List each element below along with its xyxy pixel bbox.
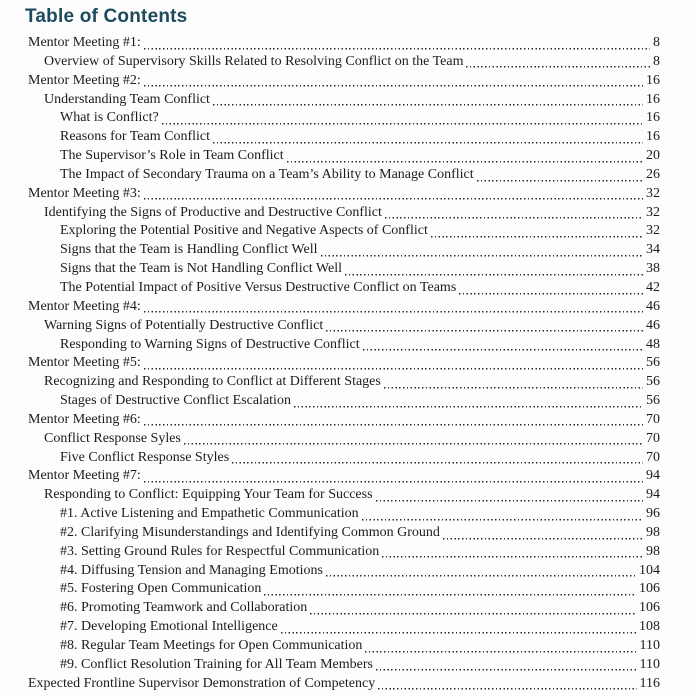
toc-entry[interactable] <box>28 148 660 167</box>
toc-page-number: 20 <box>646 148 660 164</box>
toc-entry[interactable] <box>28 676 660 695</box>
toc-entry-label: #3. Setting Ground Rules for Respectful Communication <box>60 543 380 559</box>
toc-leader-dots <box>477 167 643 186</box>
toc-page-number: 46 <box>646 298 660 314</box>
toc-leader-dots <box>184 431 643 450</box>
toc-entry-label: Identifying the Signs of Productive and Destructive Conflict <box>44 204 382 220</box>
toc-page-number: 38 <box>646 261 660 277</box>
toc-entry-label: Reasons for Team Conflict <box>60 129 211 145</box>
toc-leader-dots <box>363 337 643 356</box>
toc-leader-dots <box>281 619 636 638</box>
toc-entry[interactable] <box>28 35 660 54</box>
toc-entry-label: What is Conflict? <box>60 110 159 126</box>
toc-page-number: 32 <box>646 204 660 220</box>
toc-entry-label: #6. Promoting Teamwork and Collaboration <box>60 600 308 616</box>
toc-entry[interactable] <box>28 280 660 299</box>
page-title: Table of Contents <box>25 6 188 27</box>
toc-entry[interactable] <box>28 73 660 92</box>
toc-entry[interactable] <box>28 374 660 393</box>
toc-entry-label: Mentor Meeting #1: <box>28 35 141 50</box>
toc-entry[interactable] <box>28 129 660 148</box>
toc-entry-label: The Impact of Secondary Trauma on a Team’s Ability to Manage Conflict <box>60 166 474 182</box>
toc-entry-label: Mentor Meeting #6: <box>28 411 141 427</box>
toc-entry-label: The Supervisor’s Role in Team Conflict <box>60 148 284 164</box>
toc-page-number: 46 <box>646 317 660 333</box>
toc-leader-dots <box>144 35 650 54</box>
toc-page-number: 70 <box>646 449 660 465</box>
toc-page-number: 16 <box>646 110 660 126</box>
toc-page-number: 110 <box>639 656 660 672</box>
toc-leader-dots <box>213 92 643 111</box>
toc-entry[interactable] <box>28 431 660 450</box>
toc-page-number: 98 <box>646 524 660 540</box>
toc-entry[interactable] <box>28 487 660 506</box>
toc-leader-dots <box>162 110 643 129</box>
toc-page-number: 106 <box>639 581 660 597</box>
toc-page-number: 8 <box>653 53 660 69</box>
toc-entry-label: The Potential Impact of Positive Versus Destructive Conflict on Teams <box>60 279 457 295</box>
toc-page-number: 94 <box>646 487 660 503</box>
toc-entry-label: #9. Conflict Resolution Training for All Team Members <box>60 656 373 672</box>
toc-entry[interactable] <box>28 525 660 544</box>
toc-entry[interactable] <box>28 393 660 412</box>
toc-entry[interactable] <box>28 110 660 129</box>
toc-page-number: 108 <box>639 619 660 635</box>
toc-leader-dots <box>365 638 636 657</box>
toc-entry[interactable] <box>28 657 660 676</box>
toc-page-number: 70 <box>646 430 660 446</box>
toc-entry-label: #4. Diffusing Tension and Managing Emotions <box>60 562 323 578</box>
toc-entry-label: Expected Frontline Supervisor Demonstration of Competency <box>28 675 376 691</box>
toc-leader-dots <box>287 148 643 167</box>
toc-entry-label: Overview of Supervisory Skills Related to Resolving Conflict on the Team <box>44 53 464 69</box>
toc-entry-label: Warning Signs of Potentially Destructive Conflict <box>44 317 324 333</box>
toc-entry-label: Signs that the Team is Not Handling Conflict Well <box>60 261 343 277</box>
toc-entry-label: Recognizing and Responding to Conflict at Different Stages <box>44 374 381 390</box>
toc-entry-label: Mentor Meeting #4: <box>28 298 141 314</box>
toc-entry[interactable] <box>28 581 660 600</box>
toc-leader-dots <box>144 412 643 431</box>
toc-leader-dots <box>345 261 643 280</box>
toc-page-number: 42 <box>646 279 660 295</box>
toc-page-number: 94 <box>646 468 660 484</box>
toc-list <box>28 35 660 695</box>
toc-entry[interactable] <box>28 223 660 242</box>
toc-page-number: 16 <box>646 129 660 145</box>
toc-entry[interactable] <box>28 92 660 111</box>
toc-entry[interactable] <box>28 167 660 186</box>
toc-entry[interactable] <box>28 261 660 280</box>
toc-page-number: 34 <box>646 242 660 258</box>
toc-leader-dots <box>144 73 643 92</box>
toc-leader-dots <box>144 186 643 205</box>
toc-page-number: 56 <box>646 393 660 409</box>
toc-page-number: 32 <box>646 223 660 239</box>
toc-leader-dots <box>310 600 636 619</box>
toc-entry-label: Five Conflict Response Styles <box>60 449 230 465</box>
toc-page-number: 70 <box>646 411 660 427</box>
toc-page-number: 16 <box>646 72 660 88</box>
toc-leader-dots <box>466 54 650 73</box>
toc-entry-label: Mentor Meeting #5: <box>28 355 141 371</box>
toc-page-number: 26 <box>646 166 660 182</box>
toc-leader-dots <box>213 129 643 148</box>
toc-entry-label: #1. Active Listening and Empathetic Communication <box>60 506 359 522</box>
toc-leader-dots <box>232 450 643 469</box>
toc-leader-dots <box>443 525 643 544</box>
toc-page-number: 16 <box>646 91 660 107</box>
toc-entry[interactable] <box>28 337 660 356</box>
toc-leader-dots <box>376 657 637 676</box>
toc-page-number: 96 <box>646 506 660 522</box>
toc-leader-dots <box>321 242 643 261</box>
toc-entry[interactable] <box>28 450 660 469</box>
toc-leader-dots <box>144 355 643 374</box>
toc-leader-dots <box>382 544 643 563</box>
toc-entry-label: Signs that the Team is Handling Conflict Well <box>60 242 318 258</box>
toc-page-number: 104 <box>639 562 660 578</box>
toc-entry[interactable] <box>28 468 660 487</box>
toc-page-number: 106 <box>639 600 660 616</box>
toc-leader-dots <box>326 563 636 582</box>
toc-page-number: 56 <box>646 374 660 390</box>
toc-leader-dots <box>384 374 643 393</box>
toc-leader-dots <box>459 280 643 299</box>
toc-leader-dots <box>144 468 643 487</box>
toc-page-number: 48 <box>646 336 660 352</box>
toc-entry-label: Exploring the Potential Positive and Negative Aspects of Conflict <box>60 223 428 239</box>
toc-leader-dots <box>376 487 643 506</box>
toc-entry[interactable] <box>28 412 660 431</box>
toc-leader-dots <box>385 205 643 224</box>
toc-page-number: 110 <box>639 638 660 653</box>
toc-entry-label: Conflict Response Syles <box>44 430 181 446</box>
toc-leader-dots <box>362 506 643 525</box>
toc-entry[interactable] <box>28 355 660 374</box>
toc-leader-dots <box>378 676 636 695</box>
toc-entry[interactable] <box>28 600 660 619</box>
toc-entry[interactable] <box>28 619 660 638</box>
toc-leader-dots <box>144 299 643 318</box>
toc-entry-label: Mentor Meeting #7: <box>28 468 141 484</box>
toc-page-number: 32 <box>646 185 660 201</box>
toc-page-number: 98 <box>646 543 660 559</box>
toc-entry-label: #5. Fostering Open Communication <box>60 581 262 597</box>
toc-entry-label: Stages of Destructive Conflict Escalation <box>60 393 291 409</box>
toc-entry[interactable] <box>28 186 660 205</box>
toc-entry[interactable] <box>28 54 660 73</box>
toc-entry[interactable] <box>28 638 660 657</box>
toc-entry-label: #2. Clarifying Misunderstandings and Identifying Common Ground <box>60 524 440 540</box>
toc-entry-label: Mentor Meeting #2: <box>28 72 141 88</box>
toc-entry[interactable] <box>28 506 660 525</box>
toc-entry-label: Responding to Warning Signs of Destructive Conflict <box>60 336 360 352</box>
toc-leader-dots <box>326 318 643 337</box>
toc-entry-label: Understanding Team Conflict <box>44 91 210 107</box>
toc-leader-dots <box>431 223 643 242</box>
toc-page-number: 56 <box>646 355 660 371</box>
toc-entry-label: #7. Developing Emotional Intelligence <box>60 619 278 635</box>
toc-leader-dots <box>264 581 636 600</box>
toc-page-number: 116 <box>639 675 660 691</box>
toc-entry[interactable] <box>28 299 660 318</box>
toc-entry[interactable] <box>28 318 660 337</box>
toc-entry[interactable] <box>28 242 660 261</box>
toc-page-number: 8 <box>653 35 660 50</box>
toc-entry-label: Responding to Conflict: Equipping Your Team for Success <box>44 487 373 503</box>
toc-entry[interactable] <box>28 563 660 582</box>
toc-entry[interactable] <box>28 205 660 224</box>
toc-entry-label: Mentor Meeting #3: <box>28 185 141 201</box>
toc-entry[interactable] <box>28 544 660 563</box>
toc-entry-label: #8. Regular Team Meetings for Open Communication <box>60 638 363 653</box>
toc-leader-dots <box>294 393 643 412</box>
